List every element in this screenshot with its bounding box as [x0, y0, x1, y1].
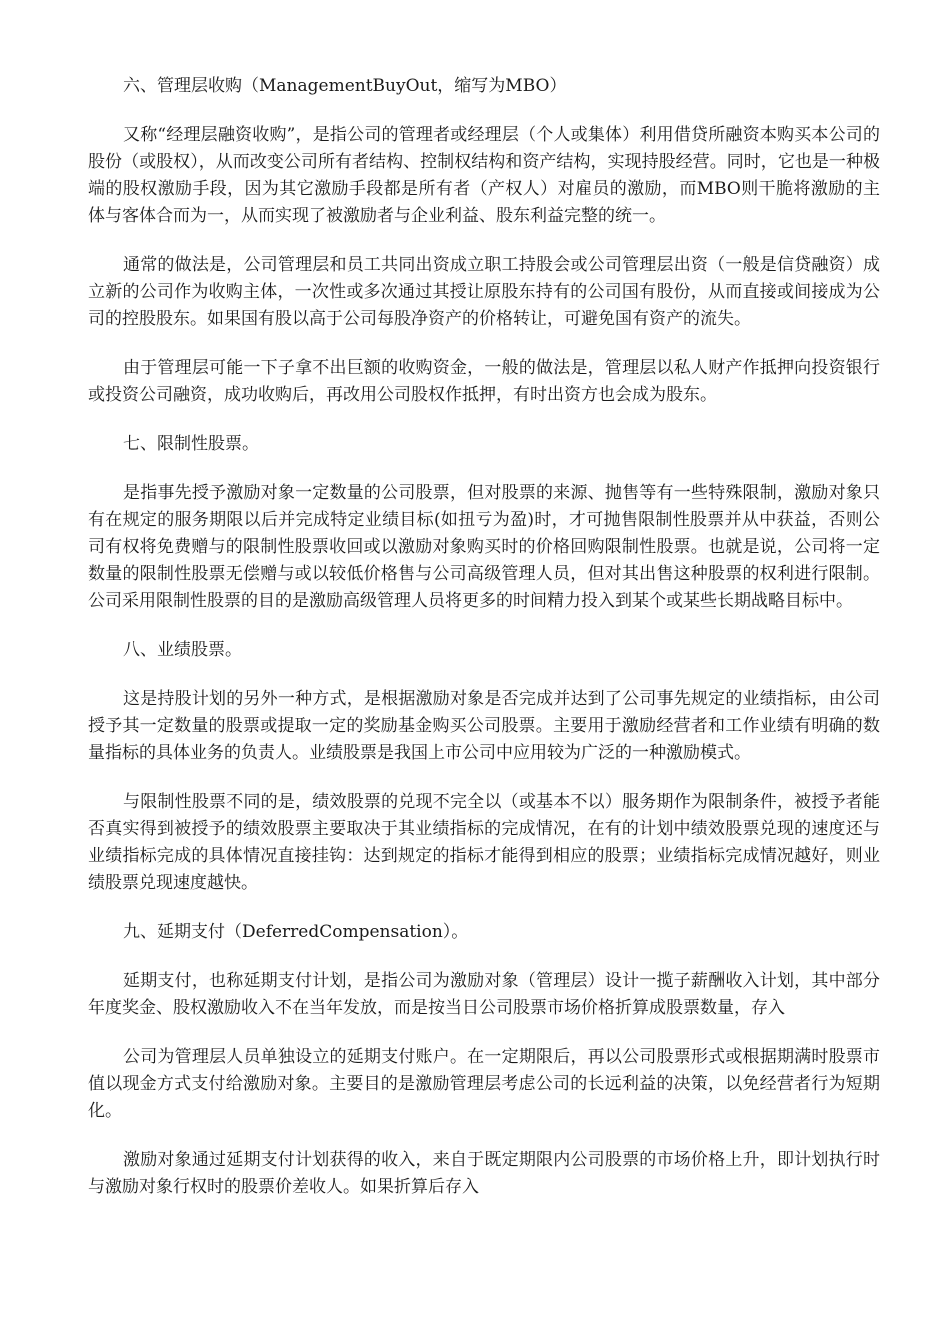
section-heading-restricted-stock: 七、限制性股票。	[123, 434, 259, 454]
section-heading-deferred-compensation: 九、延期支付（DeferredCompensation）。	[123, 922, 469, 942]
paragraph-restricted-stock: 是指事先授予激励对象一定数量的公司股票，但对股票的来源、抛售等有一些特殊限制，激励对象只有在规定的服务期限以后并完成特定业绩目标(如扭亏为盈)时，才可抛售限制性股票并从中获益，否则公司有权将免费赠与的限制性股票收回或以激励对象购买时的价格回购限制性股票。也就是说，公司将一定数量的限制性股票无偿赠与或以较低价格售与公司高级管理人员，但对其出售这种股票的权利进行限制。公司采用限制性股票的目的是激励高级管理人员将更多的时间精力投入到某个或某些长期战略目标中。	[88, 483, 880, 611]
paragraph-deferred-income: 激励对象通过延期支付计划获得的收入，来自于既定期限内公司股票的市场价格上升，即计划执行时与激励对象行权时的股票价差收人。如果折算后存入	[88, 1150, 880, 1197]
paragraph-performance-stock: 这是持股计划的另外一种方式，是根据激励对象是否完成并达到了公司事先规定的业绩指标，由公司授予其一定数量的股票或提取一定的奖励基金购买公司股票。主要用于激励经营者和工作业绩有明确的数量指标的具体业务的负责人。业绩股票是我国上市公司中应用较为广泛的一种激励模式。	[88, 689, 880, 763]
paragraph-mbo-financing: 由于管理层可能一下子拿不出巨额的收购资金，一般的做法是，管理层以私人财产作抵押向投资银行或投资公司融资，成功收购后，再改用公司股权作抵押，有时出资方也会成为股东。	[88, 358, 880, 405]
section-heading-performance-stock: 八、业绩股票。	[123, 640, 242, 660]
paragraph-mbo-practice: 通常的做法是，公司管理层和员工共同出资成立职工持股会或公司管理层出资（一般是信贷融资）成立新的公司作为收购主体，一次性或多次通过其授让原股东持有的公司国有股份，从而直接或间接成为公司的控股股东。如果国有股以高于公司每股净资产的价格转让，可避免国有资产的流失。	[88, 255, 880, 329]
paragraph-mbo-definition: 又称“经理层融资收购”，是指公司的管理者或经理层（个人或集体）利用借贷所融资本购买本公司的股份（或股权），从而改变公司所有者结构、控制权结构和资产结构，实现持股经营。同时，它也是一种极端的股权激励手段，因为其它激励手段都是所有者（产权人）对雇员的激励，而MBO则干脆将激励的主体与客体合而为一，从而实现了被激励者与企业利益、股东利益完整的统一。	[88, 125, 880, 226]
paragraph-deferred-definition: 延期支付，也称延期支付计划，是指公司为激励对象（管理层）设计一揽子薪酬收入计划，其中部分年度奖金、股权激励收入不在当年发放，而是按当日公司股票市场价格折算成股票数量，存入	[88, 971, 880, 1018]
paragraph-deferred-account: 公司为管理层人员单独设立的延期支付账户。在一定期限后，再以公司股票形式或根据期满时股票市值以现金方式支付给激励对象。主要目的是激励管理层考虑公司的长远利益的决策，以免经营者行为短期化。	[88, 1047, 880, 1121]
section-heading-mbo: 六、管理层收购（ManagementBuyOut，缩写为MBO）	[123, 76, 567, 96]
paragraph-performance-stock-diff: 与限制性股票不同的是，绩效股票的兑现不完全以（或基本不以）服务期作为限制条件，被授予者能否真实得到被授予的绩效股票主要取决于其业绩指标的完成情况，在有的计划中绩效股票兑现的速度还与业绩指标完成的具体情况直接挂钩：达到规定的指标才能得到相应的股票；业绩指标完成情况越好，则业绩股票兑现速度越快。	[88, 792, 880, 893]
